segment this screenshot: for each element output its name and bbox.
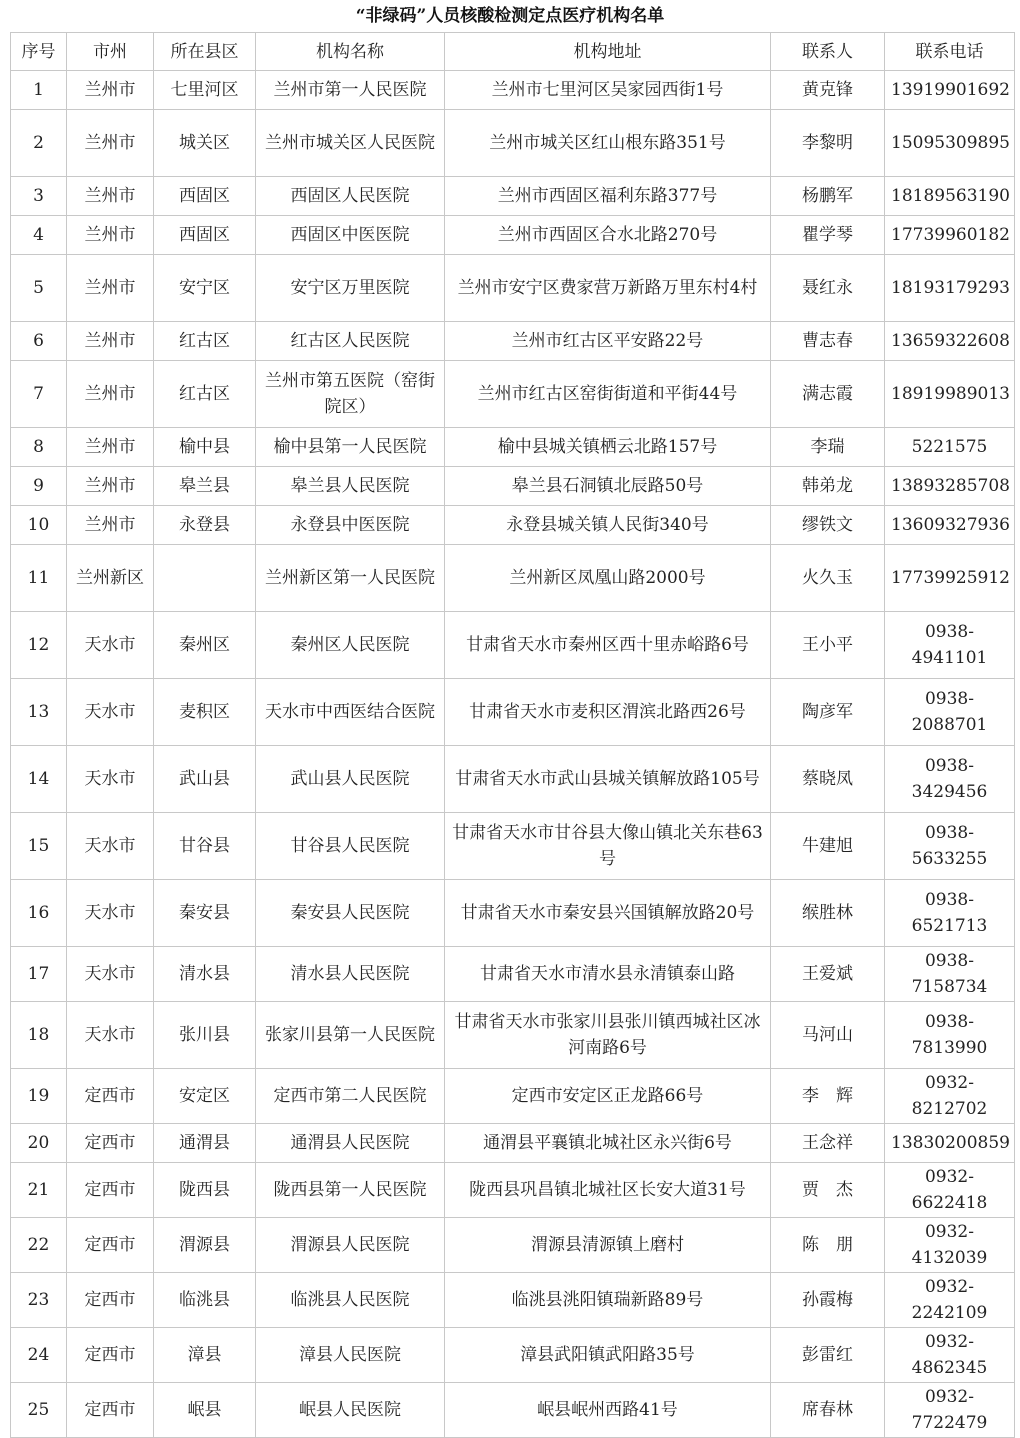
cell-index: 23 — [11, 1273, 67, 1328]
cell-city: 定西市 — [67, 1218, 154, 1273]
cell-city: 天水市 — [67, 813, 154, 880]
cell-phone: 13919901692 — [885, 71, 1015, 110]
cell-contact: 杨鹏军 — [771, 177, 885, 216]
cell-phone: 0938-4941101 — [885, 612, 1015, 679]
cell-contact: 火久玉 — [771, 545, 885, 612]
cell-index: 22 — [11, 1218, 67, 1273]
cell-index: 14 — [11, 746, 67, 813]
table-body — [11, 71, 1015, 1438]
cell-district: 皋兰县 — [154, 467, 256, 506]
cell-contact: 瞿学琴 — [771, 216, 885, 255]
cell-institution: 通渭县人民医院 — [256, 1124, 445, 1163]
cell-district: 武山县 — [154, 746, 256, 813]
cell-phone: 13659322608 — [885, 322, 1015, 361]
cell-district — [154, 545, 256, 612]
cell-phone: 0938-7158734 — [885, 947, 1015, 1002]
cell-contact: 满志霞 — [771, 361, 885, 428]
cell-index: 3 — [11, 177, 67, 216]
cell-institution: 漳县人民医院 — [256, 1328, 445, 1383]
cell-phone: 15095309895 — [885, 110, 1015, 177]
cell-address: 兰州市红古区平安路22号 — [445, 322, 771, 361]
cell-index: 11 — [11, 545, 67, 612]
col-header-phone: 联系电话 — [885, 33, 1015, 71]
cell-contact: 曹志春 — [771, 322, 885, 361]
table-row — [11, 1002, 1015, 1069]
cell-address: 通渭县平襄镇北城社区永兴街6号 — [445, 1124, 771, 1163]
cell-contact: 李 辉 — [771, 1069, 885, 1124]
cell-address: 渭源县清源镇上磨村 — [445, 1218, 771, 1273]
table-row — [11, 1383, 1015, 1438]
cell-address: 临洮县洮阳镇瑞新路89号 — [445, 1273, 771, 1328]
cell-phone: 17739925912 — [885, 545, 1015, 612]
cell-address: 甘肃省天水市秦州区西十里赤峪路6号 — [445, 612, 771, 679]
col-header-contact: 联系人 — [771, 33, 885, 71]
cell-index: 16 — [11, 880, 67, 947]
cell-institution: 武山县人民医院 — [256, 746, 445, 813]
cell-city: 天水市 — [67, 1002, 154, 1069]
cell-address: 定西市安定区正龙路66号 — [445, 1069, 771, 1124]
cell-district: 秦州区 — [154, 612, 256, 679]
cell-city: 兰州市 — [67, 322, 154, 361]
cell-phone: 0932-4862345 — [885, 1328, 1015, 1383]
cell-district: 红古区 — [154, 361, 256, 428]
cell-institution: 安宁区万里医院 — [256, 255, 445, 322]
cell-contact: 贾 杰 — [771, 1163, 885, 1218]
cell-contact: 牛建旭 — [771, 813, 885, 880]
cell-district: 通渭县 — [154, 1124, 256, 1163]
cell-contact: 彭雷红 — [771, 1328, 885, 1383]
cell-institution: 清水县人民医院 — [256, 947, 445, 1002]
table-row — [11, 467, 1015, 506]
cell-contact: 王念祥 — [771, 1124, 885, 1163]
table-row — [11, 1328, 1015, 1383]
cell-index: 8 — [11, 428, 67, 467]
cell-district: 永登县 — [154, 506, 256, 545]
cell-institution: 临洮县人民医院 — [256, 1273, 445, 1328]
cell-city: 天水市 — [67, 947, 154, 1002]
cell-contact: 陶彦军 — [771, 679, 885, 746]
table-row — [11, 947, 1015, 1002]
cell-address: 永登县城关镇人民街340号 — [445, 506, 771, 545]
table-row — [11, 177, 1015, 216]
table-row — [11, 322, 1015, 361]
cell-index: 15 — [11, 813, 67, 880]
cell-address: 甘肃省天水市张家川县张川镇西城社区冰河南路6号 — [445, 1002, 771, 1069]
cell-institution: 兰州市第一人民医院 — [256, 71, 445, 110]
cell-city: 定西市 — [67, 1383, 154, 1438]
cell-institution: 兰州市第五医院（窑街院区） — [256, 361, 445, 428]
cell-contact: 蔡晓凤 — [771, 746, 885, 813]
table-row — [11, 1124, 1015, 1163]
cell-phone: 18189563190 — [885, 177, 1015, 216]
table-row — [11, 71, 1015, 110]
cell-city: 兰州市 — [67, 255, 154, 322]
table-row — [11, 746, 1015, 813]
cell-phone: 13893285708 — [885, 467, 1015, 506]
cell-phone: 0938-6521713 — [885, 880, 1015, 947]
cell-institution: 西固区人民医院 — [256, 177, 445, 216]
cell-city: 定西市 — [67, 1163, 154, 1218]
cell-institution: 皋兰县人民医院 — [256, 467, 445, 506]
cell-phone: 0932-7722479 — [885, 1383, 1015, 1438]
cell-contact: 马河山 — [771, 1002, 885, 1069]
cell-phone: 13830200859 — [885, 1124, 1015, 1163]
cell-address: 陇西县巩昌镇北城社区长安大道31号 — [445, 1163, 771, 1218]
table-row — [11, 1069, 1015, 1124]
cell-index: 9 — [11, 467, 67, 506]
cell-district: 岷县 — [154, 1383, 256, 1438]
cell-district: 麦积区 — [154, 679, 256, 746]
table-row — [11, 679, 1015, 746]
cell-city: 天水市 — [67, 679, 154, 746]
cell-district: 渭源县 — [154, 1218, 256, 1273]
cell-index: 1 — [11, 71, 67, 110]
cell-district: 七里河区 — [154, 71, 256, 110]
cell-address: 兰州市安宁区费家营万新路万里东村4村 — [445, 255, 771, 322]
cell-city: 定西市 — [67, 1124, 154, 1163]
table-row — [11, 1218, 1015, 1273]
cell-institution: 兰州新区第一人民医院 — [256, 545, 445, 612]
cell-contact: 席春林 — [771, 1383, 885, 1438]
col-header-district: 所在县区 — [154, 33, 256, 71]
cell-institution: 天水市中西医结合医院 — [256, 679, 445, 746]
cell-district: 榆中县 — [154, 428, 256, 467]
cell-city: 兰州新区 — [67, 545, 154, 612]
facility-table — [10, 32, 1015, 1438]
cell-district: 陇西县 — [154, 1163, 256, 1218]
cell-address: 榆中县城关镇栖云北路157号 — [445, 428, 771, 467]
cell-index: 25 — [11, 1383, 67, 1438]
cell-contact: 缪铁文 — [771, 506, 885, 545]
cell-district: 秦安县 — [154, 880, 256, 947]
cell-contact: 王小平 — [771, 612, 885, 679]
cell-district: 安宁区 — [154, 255, 256, 322]
cell-index: 17 — [11, 947, 67, 1002]
cell-city: 天水市 — [67, 880, 154, 947]
cell-contact: 孙霞梅 — [771, 1273, 885, 1328]
cell-institution: 岷县人民医院 — [256, 1383, 445, 1438]
table-row — [11, 1163, 1015, 1218]
cell-contact: 李黎明 — [771, 110, 885, 177]
cell-district: 张川县 — [154, 1002, 256, 1069]
cell-contact: 李瑞 — [771, 428, 885, 467]
cell-address: 兰州市城关区红山根东路351号 — [445, 110, 771, 177]
cell-phone: 0932-6622418 — [885, 1163, 1015, 1218]
cell-address: 甘肃省天水市甘谷县大像山镇北关东巷63号 — [445, 813, 771, 880]
cell-phone: 18919989013 — [885, 361, 1015, 428]
cell-address: 兰州新区凤凰山路2000号 — [445, 545, 771, 612]
cell-institution: 榆中县第一人民医院 — [256, 428, 445, 467]
cell-phone: 0938-5633255 — [885, 813, 1015, 880]
cell-index: 21 — [11, 1163, 67, 1218]
cell-phone: 0932-8212702 — [885, 1069, 1015, 1124]
cell-contact: 韩弟龙 — [771, 467, 885, 506]
table-row — [11, 1273, 1015, 1328]
cell-index: 12 — [11, 612, 67, 679]
cell-index: 5 — [11, 255, 67, 322]
cell-address: 甘肃省天水市武山县城关镇解放路105号 — [445, 746, 771, 813]
cell-phone: 0932-2242109 — [885, 1273, 1015, 1328]
cell-institution: 张家川县第一人民医院 — [256, 1002, 445, 1069]
cell-address: 兰州市红古区窑街街道和平街44号 — [445, 361, 771, 428]
cell-index: 10 — [11, 506, 67, 545]
cell-phone: 0938-2088701 — [885, 679, 1015, 746]
cell-index: 18 — [11, 1002, 67, 1069]
col-header-index: 序号 — [11, 33, 67, 71]
cell-address: 甘肃省天水市秦安县兴国镇解放路20号 — [445, 880, 771, 947]
table-header-row — [11, 33, 1015, 71]
table-row — [11, 255, 1015, 322]
col-header-city: 市州 — [67, 33, 154, 71]
cell-district: 甘谷县 — [154, 813, 256, 880]
cell-city: 兰州市 — [67, 467, 154, 506]
cell-institution: 永登县中医医院 — [256, 506, 445, 545]
cell-district: 西固区 — [154, 177, 256, 216]
cell-district: 红古区 — [154, 322, 256, 361]
cell-city: 兰州市 — [67, 361, 154, 428]
cell-district: 安定区 — [154, 1069, 256, 1124]
cell-phone: 18193179293 — [885, 255, 1015, 322]
cell-contact: 陈 朋 — [771, 1218, 885, 1273]
table-row — [11, 361, 1015, 428]
cell-index: 4 — [11, 216, 67, 255]
cell-institution: 秦州区人民医院 — [256, 612, 445, 679]
cell-phone: 17739960182 — [885, 216, 1015, 255]
cell-district: 西固区 — [154, 216, 256, 255]
table-row — [11, 612, 1015, 679]
cell-city: 天水市 — [67, 612, 154, 679]
table-row — [11, 110, 1015, 177]
cell-phone: 0938-7813990 — [885, 1002, 1015, 1069]
cell-address: 兰州市西固区福利东路377号 — [445, 177, 771, 216]
table-row — [11, 880, 1015, 947]
cell-contact: 黄克锋 — [771, 71, 885, 110]
cell-institution: 定西市第二人民医院 — [256, 1069, 445, 1124]
cell-index: 13 — [11, 679, 67, 746]
col-header-address: 机构地址 — [445, 33, 771, 71]
cell-district: 漳县 — [154, 1328, 256, 1383]
cell-phone: 0932-4132039 — [885, 1218, 1015, 1273]
page-title: “非绿码”人员核酸检测定点医疗机构名单 — [355, 6, 665, 26]
cell-index: 2 — [11, 110, 67, 177]
cell-city: 兰州市 — [67, 216, 154, 255]
cell-address: 甘肃省天水市麦积区渭滨北路西26号 — [445, 679, 771, 746]
cell-institution: 红古区人民医院 — [256, 322, 445, 361]
cell-institution: 兰州市城关区人民医院 — [256, 110, 445, 177]
cell-city: 定西市 — [67, 1273, 154, 1328]
cell-institution: 西固区中医医院 — [256, 216, 445, 255]
table-row — [11, 506, 1015, 545]
cell-institution: 陇西县第一人民医院 — [256, 1163, 445, 1218]
cell-address: 兰州市七里河区吴家园西街1号 — [445, 71, 771, 110]
cell-index: 7 — [11, 361, 67, 428]
cell-city: 兰州市 — [67, 177, 154, 216]
cell-city: 兰州市 — [67, 506, 154, 545]
cell-index: 20 — [11, 1124, 67, 1163]
cell-index: 24 — [11, 1328, 67, 1383]
cell-address: 皋兰县石洞镇北辰路50号 — [445, 467, 771, 506]
cell-phone: 0938-3429456 — [885, 746, 1015, 813]
cell-phone: 5221575 — [885, 428, 1015, 467]
table-row — [11, 428, 1015, 467]
cell-index: 6 — [11, 322, 67, 361]
cell-institution: 渭源县人民医院 — [256, 1218, 445, 1273]
cell-address: 岷县岷州西路41号 — [445, 1383, 771, 1438]
col-header-institution: 机构名称 — [256, 33, 445, 71]
cell-city: 兰州市 — [67, 428, 154, 467]
cell-institution: 秦安县人民医院 — [256, 880, 445, 947]
cell-city: 兰州市 — [67, 71, 154, 110]
table-row — [11, 216, 1015, 255]
cell-city: 兰州市 — [67, 110, 154, 177]
cell-address: 甘肃省天水市清水县永清镇泰山路 — [445, 947, 771, 1002]
table-row — [11, 545, 1015, 612]
cell-district: 城关区 — [154, 110, 256, 177]
cell-city: 天水市 — [67, 746, 154, 813]
cell-institution: 甘谷县人民医院 — [256, 813, 445, 880]
cell-address: 兰州市西固区合水北路270号 — [445, 216, 771, 255]
cell-district: 清水县 — [154, 947, 256, 1002]
cell-city: 定西市 — [67, 1069, 154, 1124]
cell-phone: 13609327936 — [885, 506, 1015, 545]
cell-address: 漳县武阳镇武阳路35号 — [445, 1328, 771, 1383]
table-row — [11, 813, 1015, 880]
cell-district: 临洮县 — [154, 1273, 256, 1328]
cell-contact: 缑胜林 — [771, 880, 885, 947]
cell-index: 19 — [11, 1069, 67, 1124]
cell-contact: 聂红永 — [771, 255, 885, 322]
cell-city: 定西市 — [67, 1328, 154, 1383]
cell-contact: 王爱斌 — [771, 947, 885, 1002]
